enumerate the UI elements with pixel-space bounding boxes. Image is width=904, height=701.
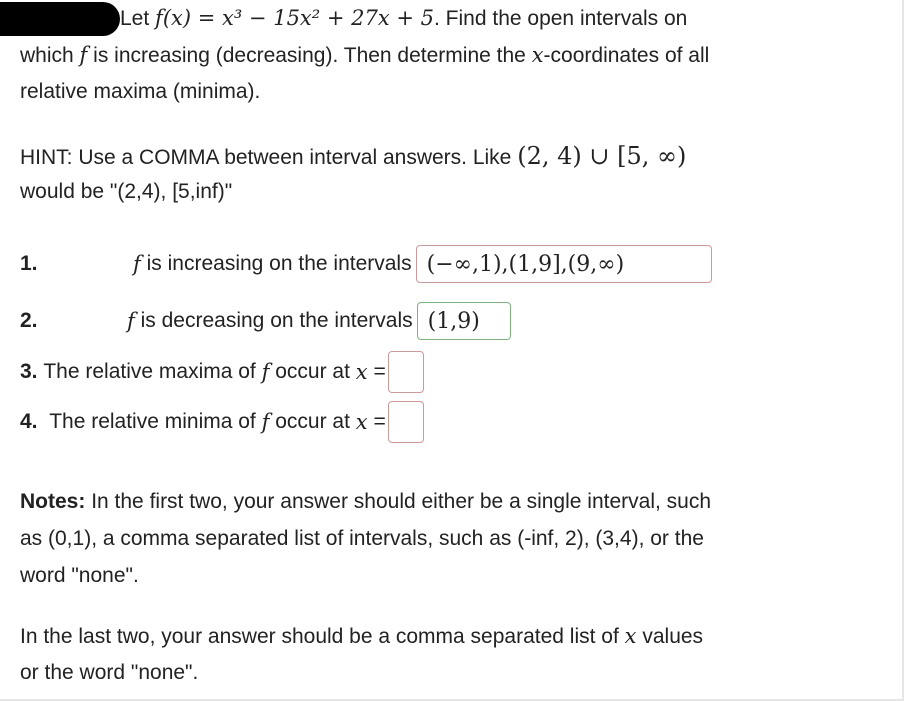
- equals-sign: =: [373, 360, 386, 383]
- hint-example: (2, 4) ∪ [5, ∞): [517, 142, 687, 170]
- question-text: is increasing on the intervals: [146, 252, 412, 275]
- question-text: The relative minima of: [49, 410, 256, 433]
- question-number: 4.: [20, 410, 38, 433]
- problem-text: which: [20, 44, 74, 67]
- question-text: is decreasing on the intervals: [140, 309, 413, 332]
- notes-text: In the first two, your answer should either be a single interval, such: [91, 490, 712, 513]
- notes-label: Notes:: [20, 490, 86, 513]
- notes-line-4: [20, 624, 703, 649]
- notes-line-1: [20, 490, 711, 514]
- hint-text: HINT: Use a COMMA between interval answers. Like: [20, 146, 512, 169]
- f-symbol: f: [79, 43, 88, 67]
- equals-sign: =: [373, 410, 386, 433]
- hint-line-1: [20, 142, 686, 170]
- notes-text: values: [642, 625, 704, 648]
- problem-text: is increasing (decreasing). Then determine the: [93, 44, 526, 67]
- question-3: [20, 352, 424, 392]
- answer-field-3[interactable]: [388, 351, 424, 393]
- f-symbol: f: [261, 410, 270, 434]
- question-number: 1.: [20, 252, 38, 275]
- problem-text: -coordinates of all: [543, 44, 710, 67]
- notes-line-5: or the word "none".: [20, 661, 199, 684]
- problem-line-1: [120, 6, 687, 31]
- question-text: occur at: [275, 410, 350, 433]
- question-2: [20, 301, 511, 341]
- question-1: [20, 244, 712, 284]
- f-symbol: f: [261, 360, 270, 384]
- x-symbol: x: [355, 360, 368, 384]
- problem-line-3: relative maxima (minima).: [20, 80, 261, 103]
- redacted-problem-number: [0, 2, 120, 36]
- problem-intro-tail: . Find the open intervals on: [434, 7, 688, 30]
- question-text: occur at: [275, 360, 350, 383]
- function-expression: f(x) = x³ − 15x² + 27x + 5: [155, 6, 435, 30]
- answer-field-2[interactable]: (1,9): [417, 302, 511, 340]
- notes-line-3: word "none".: [20, 564, 139, 587]
- f-symbol: f: [133, 252, 141, 276]
- answer-field-1[interactable]: (−∞,1),(1,9],(9,∞): [416, 245, 712, 283]
- question-number: 3.: [20, 360, 38, 383]
- x-symbol: x: [531, 43, 544, 67]
- problem-line-2: [20, 43, 709, 68]
- answer-field-4[interactable]: [388, 401, 424, 443]
- problem-intro: Let: [120, 7, 150, 30]
- question-4: [20, 402, 424, 442]
- x-symbol: x: [355, 410, 368, 434]
- question-number: 2.: [20, 309, 38, 332]
- x-symbol: x: [624, 624, 637, 648]
- f-symbol: f: [127, 309, 135, 333]
- question-text: The relative maxima of: [43, 360, 256, 383]
- hint-line-2: would be "(2,4), [5,inf)": [20, 180, 233, 203]
- notes-text: In the last two, your answer should be a comma separated list of: [20, 625, 619, 648]
- notes-line-2: as (0,1), a comma separated list of intervals, such as (-inf, 2), (3,4), or the: [20, 527, 704, 550]
